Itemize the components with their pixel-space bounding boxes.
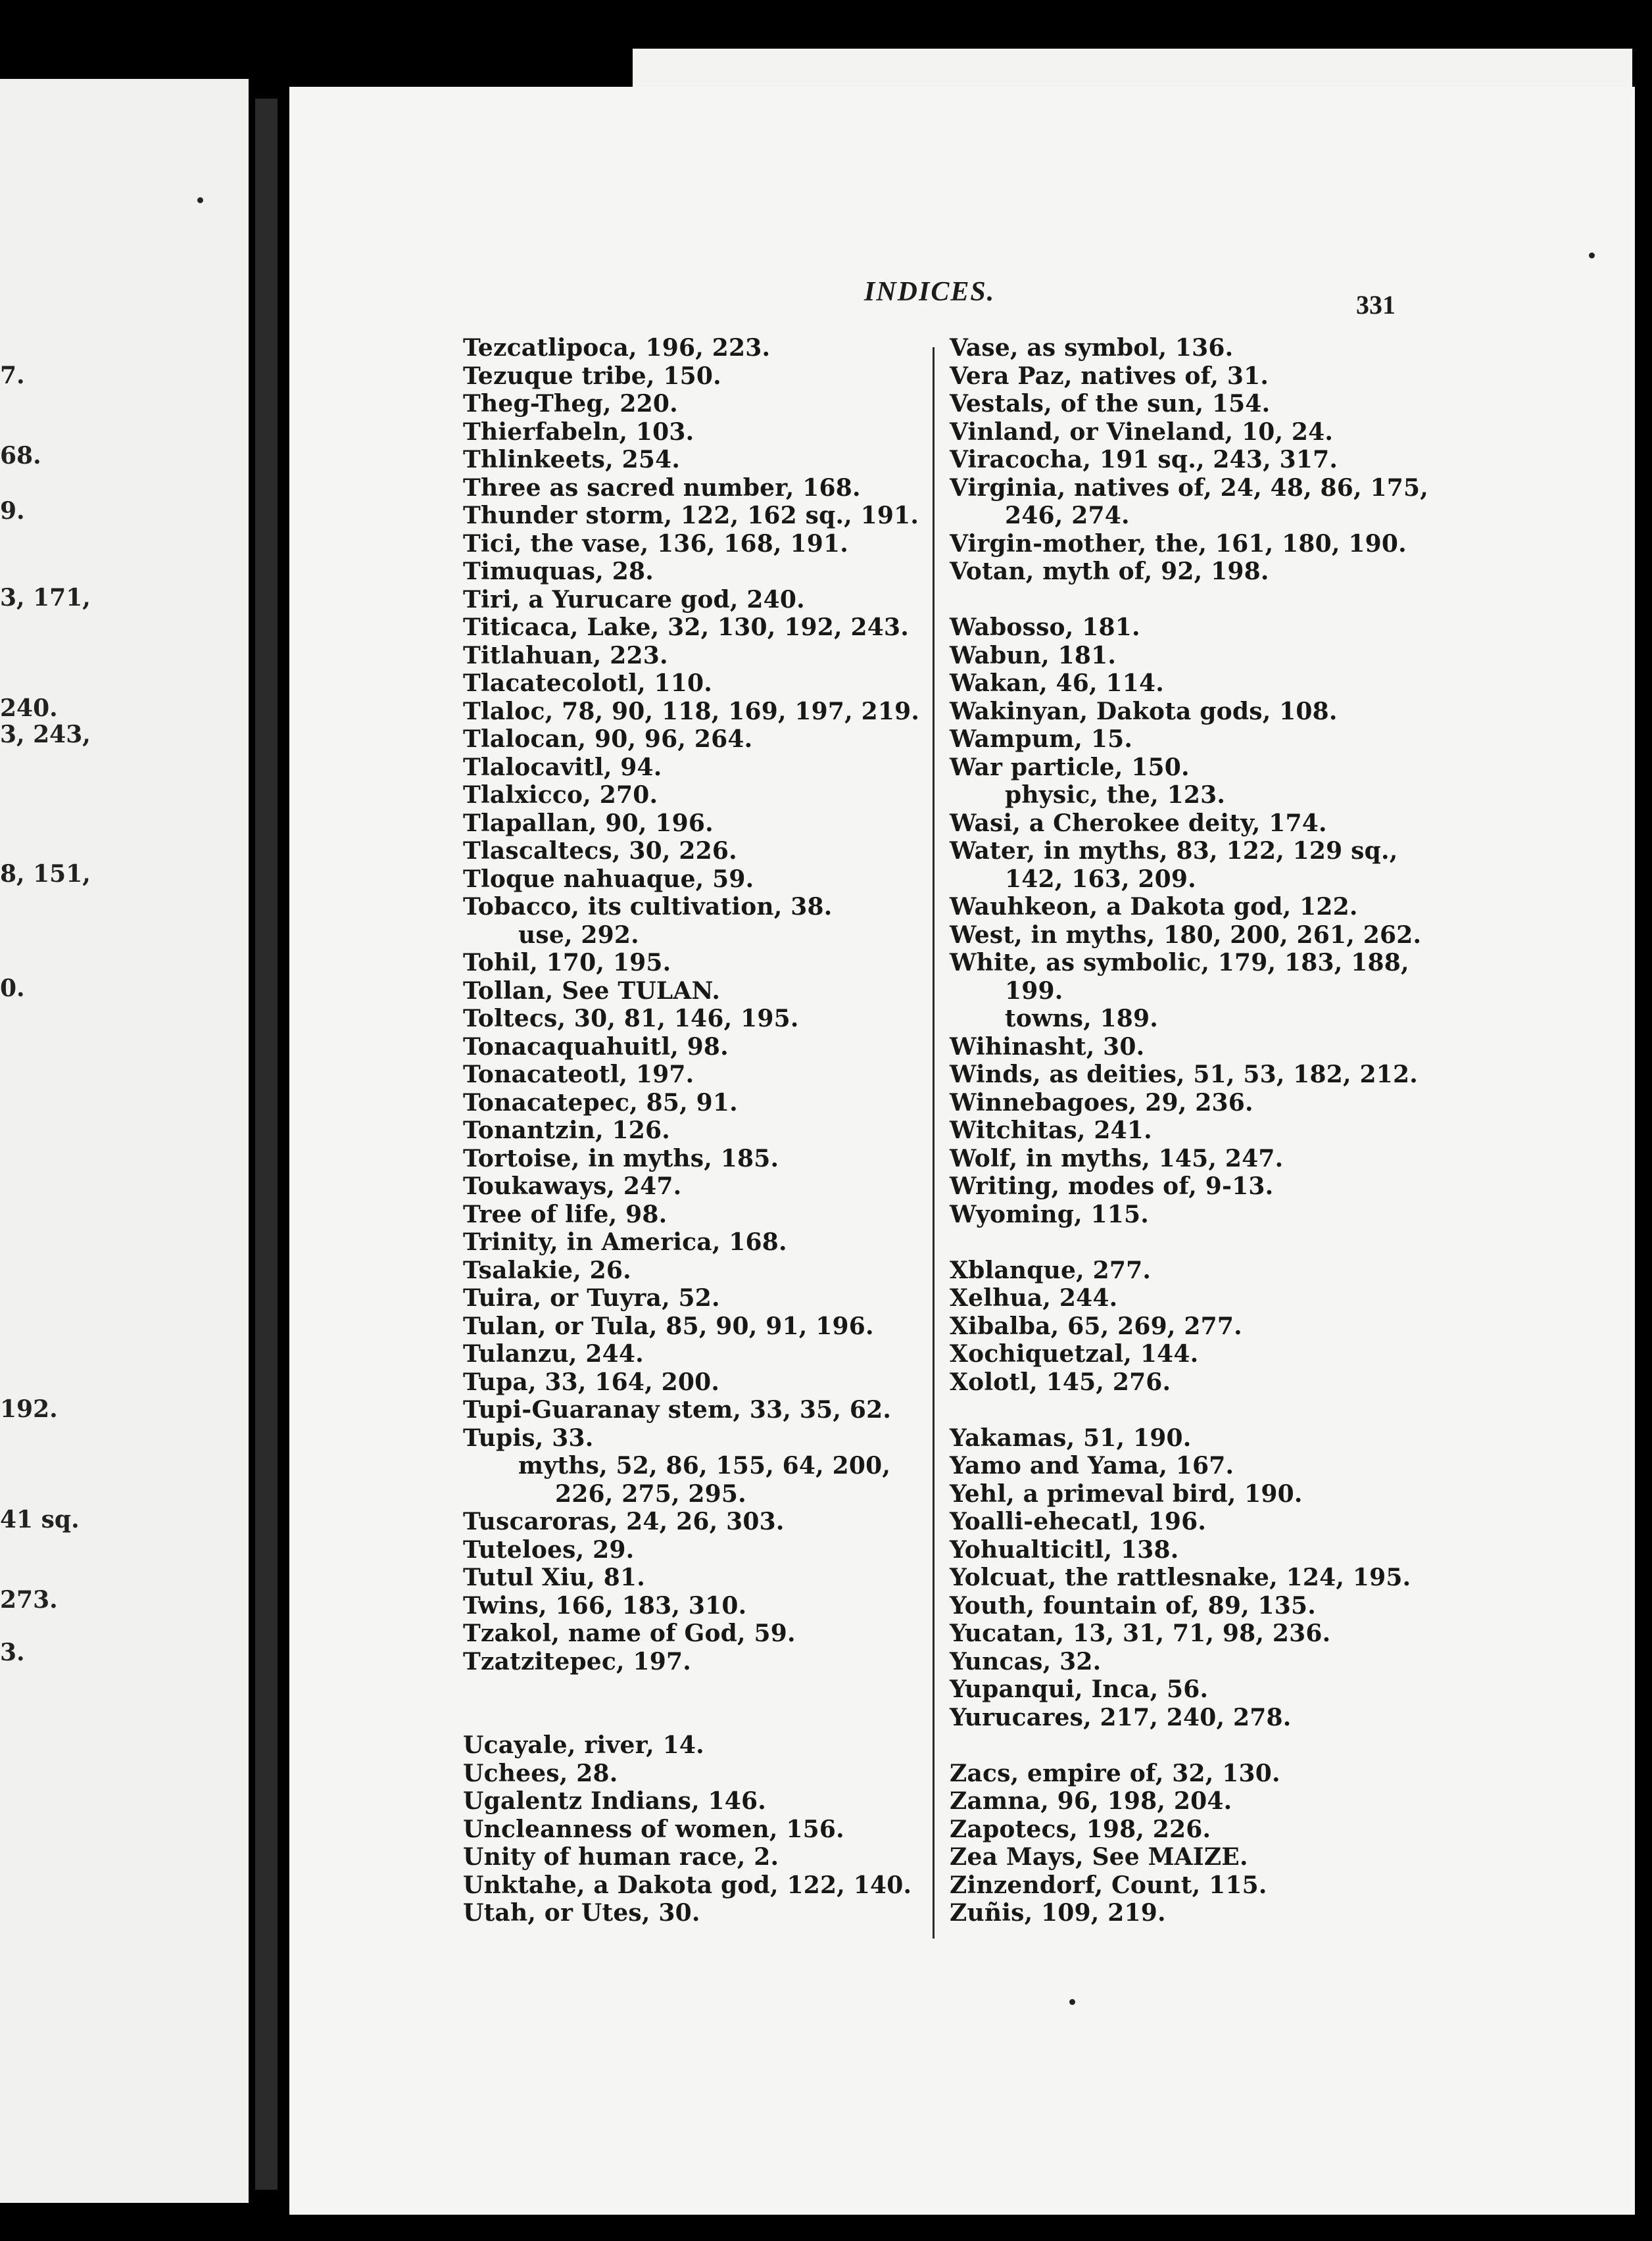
index-entry: physic, the, 123. [1005,781,1226,809]
index-entry: Xibalba, 65, 269, 277. [950,1312,1242,1340]
index-entry: Tuteloes, 29. [463,1535,635,1564]
index-entry: Yurucares, 217, 240, 278. [950,1703,1292,1731]
index-entry: Vestals, of the sun, 154. [950,390,1271,418]
index-entry: Wasi, a Cherokee deity, 174. [950,809,1327,837]
index-entry: Tezcatlipoca, 196, 223. [463,334,771,362]
index-entry: Tonacatepec, 85, 91. [463,1088,738,1117]
page-number: 331 [1356,290,1396,320]
left-page-fragment: 192. [0,1395,58,1423]
index-entry: Yamo and Yama, 167. [950,1452,1234,1480]
index-entry: Tonantzin, 126. [463,1117,671,1144]
facing-page [0,79,249,2203]
index-entry: Tuira, or Tuyra, 52. [463,1284,720,1312]
index-entry: Winds, as deities, 51, 53, 182, 212. [950,1061,1418,1088]
index-entry: Yucatan, 13, 31, 71, 98, 236. [950,1620,1331,1647]
index-entry: Yehl, a primeval bird, 190. [950,1480,1303,1508]
index-entry: Tupis, 33. [463,1424,594,1452]
index-entry: Wakinyan, Dakota gods, 108. [950,697,1338,725]
index-entry: Tupa, 33, 164, 200. [463,1368,720,1396]
index-entry: Virginia, natives of, 24, 48, 86, 175, [950,473,1429,502]
index-entry: 226, 275, 295. [555,1480,746,1508]
index-entry: Tollan, See TULAN. [463,976,721,1005]
index-entry: Titicaca, Lake, 32, 130, 192, 243. [463,614,909,641]
section-gap [950,1731,1423,1760]
index-entry: Zapotecs, 198, 226. [950,1815,1211,1843]
index-entry: Winnebagoes, 29, 236. [950,1088,1253,1117]
index-entry: Thunder storm, 122, 162 sq., 191. [463,502,919,529]
left-page-fragment: 9. [0,497,25,525]
index-entry: Timuquas, 28. [463,558,654,585]
index-entry: Yoalli-ehecatl, 196. [950,1508,1207,1535]
index-entry: Twins, 166, 183, 310. [463,1591,747,1620]
index-entry: Tulanzu, 244. [463,1340,644,1368]
section-gap [463,1675,923,1704]
index-entry: Uchees, 28. [463,1759,618,1787]
index-entry: Tutul Xiu, 81. [463,1564,645,1591]
index-entry: Wabosso, 181. [950,614,1140,641]
index-entry: Tlascaltecs, 30, 226. [463,837,737,865]
ink-dot [1069,1999,1075,2005]
index-entry: towns, 189. [1005,1005,1159,1032]
index-entry: Wolf, in myths, 145, 247. [950,1144,1284,1172]
index-entry: Wabun, 181. [950,641,1117,669]
index-entry: Toukaways, 247. [463,1172,682,1200]
index-entry: Wihinasht, 30. [950,1032,1145,1061]
index-entry: Unity of human race, 2. [463,1843,779,1871]
section-gap [950,586,1423,614]
index-entry: Titlahuan, 223. [463,641,668,669]
left-page-fragment: 0. [0,975,25,1002]
index-entry: Zacs, empire of, 32, 130. [950,1759,1280,1787]
section-gap [950,1396,1423,1424]
index-entry: Yakamas, 51, 190. [950,1424,1192,1452]
index-entry: Tlalocan, 90, 96, 264. [463,725,753,753]
book-spine [255,99,278,2190]
index-entry: Water, in myths, 83, 122, 129 sq., [950,837,1398,865]
index-entry: Tortoise, in myths, 185. [463,1144,779,1172]
index-entry: Unktahe, a Dakota god, 122, 140. [463,1871,912,1899]
index-entry: Tulan, or Tula, 85, 90, 91, 196. [463,1312,874,1340]
page-title: INDICES. [864,277,996,307]
index-entry: Trinity, in America, 168. [463,1228,787,1256]
index-entry: Tree of life, 98. [463,1200,668,1228]
index-entry: Votan, myth of, 92, 198. [950,558,1269,585]
index-entry: Tuscaroras, 24, 26, 303. [463,1508,785,1535]
index-entry: Tzakol, name of God, 59. [463,1620,796,1647]
left-page-fragment: 240. [0,694,58,722]
index-entry: Yohualticitl, 138. [950,1535,1179,1564]
index-entry: Tiri, a Yurucare god, 240. [463,585,805,614]
index-entry: 142, 163, 209. [1005,865,1196,893]
index-entry: Tohil, 170, 195. [463,949,671,976]
column-divider [933,347,935,1939]
index-column-right [950,334,1429,1927]
index-entry: Wakan, 46, 114. [950,669,1164,697]
index-entry: Zinzendorf, Count, 115. [950,1871,1267,1899]
index-entry: Xochiquetzal, 144. [950,1340,1199,1368]
index-entry: Witchitas, 241. [950,1117,1152,1144]
index-entry: Tlaloc, 78, 90, 118, 169, 197, 219. [463,697,920,725]
index-entry: Tlalocavitl, 94. [463,753,662,781]
index-entry: Wyoming, 115. [950,1200,1150,1228]
index-column-left [463,334,923,1927]
index-entry: Tlalxicco, 270. [463,781,658,809]
index-entry: Zea Mays, See MAIZE. [950,1843,1248,1871]
index-entry: Zuñis, 109, 219. [950,1899,1166,1927]
index-entry: Writing, modes of, 9-13. [950,1172,1274,1200]
index-entry: Tloque nahuaque, 59. [463,865,754,893]
index-entry: 246, 274. [1005,502,1130,529]
index-entry: Xblanque, 277. [950,1256,1152,1284]
left-page-fragment: 3, 171, [0,584,91,612]
index-entry: Vinland, or Vineland, 10, 24. [950,418,1334,446]
index-entry: Utah, or Utes, 30. [463,1899,700,1927]
index-entry: Xolotl, 145, 276. [950,1368,1171,1396]
index-entry: myths, 52, 86, 155, 64, 200, [518,1452,891,1480]
index-entry: Theg-Theg, 220. [463,390,678,418]
index-entry: West, in myths, 180, 200, 261, 262. [950,921,1422,949]
left-page-fragment: 8, 151, [0,860,91,888]
section-gap [463,1704,923,1732]
ink-dot [197,197,203,203]
index-entry: Tonacaquahuitl, 98. [463,1032,729,1061]
left-page-fragment: 273. [0,1586,58,1614]
left-page-fragment: 41 sq. [0,1506,80,1533]
index-entry: Virgin-mother, the, 161, 180, 190. [950,529,1407,558]
index-entry: Tici, the vase, 136, 168, 191. [463,529,848,558]
index-entry: Three as sacred number, 168. [463,473,861,502]
index-entry: Viracocha, 191 sq., 243, 317. [950,446,1338,473]
section-gap [950,1228,1423,1257]
index-entry: Vera Paz, natives of, 31. [950,362,1269,390]
index-entry: Wauhkeon, a Dakota god, 122. [950,893,1358,921]
index-entry: 199. [1005,976,1063,1005]
index-entry: Ucayale, river, 14. [463,1731,704,1759]
index-entry: Tonacateotl, 197. [463,1061,694,1088]
index-entry: Wampum, 15. [950,725,1133,753]
index-entry: Tzatzitepec, 197. [463,1647,691,1675]
index-entry: Tupi-Guaranay stem, 33, 35, 62. [463,1396,892,1424]
index-entry: War particle, 150. [950,753,1190,781]
index-entry: Tezuque tribe, 150. [463,362,721,390]
index-entry: Yupanqui, Inca, 56. [950,1675,1209,1703]
index-entry: use, 292. [518,921,639,949]
left-page-fragment: 68. [0,442,41,470]
index-entry: Tsalakie, 26. [463,1256,631,1284]
index-entry: Toltecs, 30, 81, 146, 195. [463,1005,799,1032]
index-entry: Ugalentz Indians, 146. [463,1787,767,1815]
index-entry: Vase, as symbol, 136. [950,334,1234,362]
index-entry: Youth, fountain of, 89, 135. [950,1591,1317,1620]
index-entry: Thierfabeln, 103. [463,418,694,446]
index-entry: Yolcuat, the rattlesnake, 124, 195. [950,1564,1411,1591]
left-page-fragment: 3. [0,1639,25,1666]
index-entry: White, as symbolic, 179, 183, 188, [950,949,1409,976]
left-page-fragment: 7. [0,362,25,389]
index-entry: Zamna, 96, 198, 204. [950,1787,1232,1815]
index-entry: Uncleanness of women, 156. [463,1815,844,1843]
index-entry: Thlinkeets, 254. [463,446,681,473]
ink-dot [1589,253,1595,258]
index-entry: Yuncas, 32. [950,1647,1102,1675]
left-page-fragment: 3, 243, [0,721,91,748]
index-entry: Xelhua, 244. [950,1284,1118,1312]
index-entry: Tlacatecolotl, 110. [463,669,713,697]
index-entry: Tobacco, its cultivation, 38. [463,893,833,921]
index-entry: Tlapallan, 90, 196. [463,809,714,837]
